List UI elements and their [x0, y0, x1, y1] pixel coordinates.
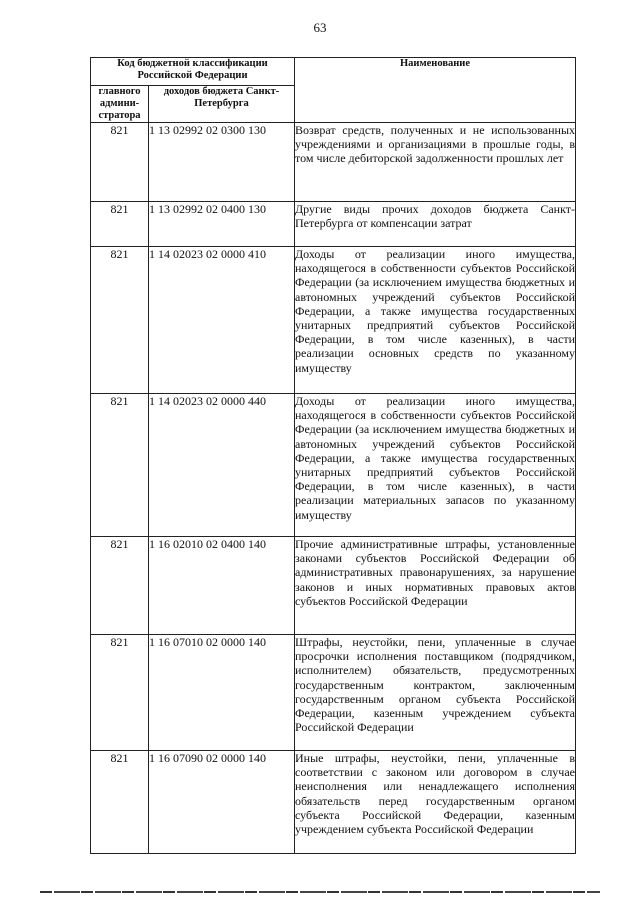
admin-code: 821: [91, 394, 149, 537]
table-row: [91, 202, 576, 247]
admin-code: 821: [91, 537, 149, 635]
header-col-admin: главного админи-стратора: [91, 86, 149, 123]
table-row: [91, 751, 576, 854]
page-number: 63: [313, 20, 327, 35]
budget-classification-table: [90, 57, 576, 854]
income-name-text: Другие виды прочих доходов бюджета Санкт-Петербурга от компенсации затрат: [295, 202, 575, 231]
income-code: 1 14 02023 02 0000 410: [149, 247, 295, 394]
table-row: [91, 537, 576, 635]
header-col-income: доходов бюджета Санкт-Петербурга: [149, 86, 295, 123]
income-code: 1 14 02023 02 0000 440: [149, 394, 295, 537]
income-name: [295, 247, 576, 394]
income-name-text: Возврат средств, полученных и не использованных учреждениями и организациями в прошлые годы, в том числе дебиторской задолженности прошлых лет: [295, 123, 575, 166]
admin-code: 821: [91, 123, 149, 202]
income-code: 1 16 02010 02 0400 140: [149, 537, 295, 635]
table-row: [91, 123, 576, 202]
header-row-group: [91, 58, 576, 86]
admin-code: 821: [91, 202, 149, 247]
admin-code: 821: [91, 635, 149, 751]
income-name-text: Иные штрафы, неустойки, пени, уплаченные в соответствии с законом или договором в случае неисполнения или ненадлежащего исполнения обязательств перед государственным органом субъекта Российской Федерации, казенным учреждением субъекта Российской Федерации: [295, 751, 575, 837]
page-bottom-rule: [40, 891, 600, 893]
income-name-text: Прочие административные штрафы, установленные законами субъектов Российской Федерации об административных правонарушениях, за нарушение законов и иных нормативных правовых актов субъектов Российской Федерации: [295, 537, 575, 608]
income-code: 1 13 02992 02 0400 130: [149, 202, 295, 247]
income-name: [295, 751, 576, 854]
income-name: [295, 123, 576, 202]
income-name: [295, 537, 576, 635]
table-row: [91, 635, 576, 751]
table-row: [91, 247, 576, 394]
income-code: 1 16 07010 02 0000 140: [149, 635, 295, 751]
admin-code: 821: [91, 247, 149, 394]
income-name-text: Штрафы, неустойки, пени, уплаченные в случае просрочки исполнения поставщиком (подрядчиком, исполнителем) обязательств, предусмотренных государственным контрактом, заключенным государственным органом субъекта Российской Федерации, казенным учреждением субъекта Российской Федерации: [295, 635, 575, 735]
income-code: 1 13 02992 02 0300 130: [149, 123, 295, 202]
income-name-text: Доходы от реализации иного имущества, находящегося в собственности субъектов Российской Федерации (за исключением имущества бюджетных и автономных учреждений субъектов Российской Федерации, а также имущества государственных унитарных предприятий субъектов Российской Федерации, в том числе казенных), в части реализации материальных запасов по указанному имуществу: [295, 394, 575, 522]
header-group-title: Код бюджетной классификации Российской Федерации: [91, 58, 295, 86]
income-code: 1 16 07090 02 0000 140: [149, 751, 295, 854]
admin-code: 821: [91, 751, 149, 854]
table-row: [91, 394, 576, 537]
income-name: [295, 394, 576, 537]
header-col-name: Наименование: [295, 58, 576, 123]
income-name-text: Доходы от реализации иного имущества, находящегося в собственности субъектов Российской Федерации (за исключением имущества бюджетных и автономных учреждений субъектов Российской Федерации, а также имущества государственных унитарных предприятий субъектов Российской Федерации, в том числе казенных), в части реализации основных средств по указанному имуществу: [295, 247, 575, 375]
income-name: [295, 202, 576, 247]
income-name: [295, 635, 576, 751]
